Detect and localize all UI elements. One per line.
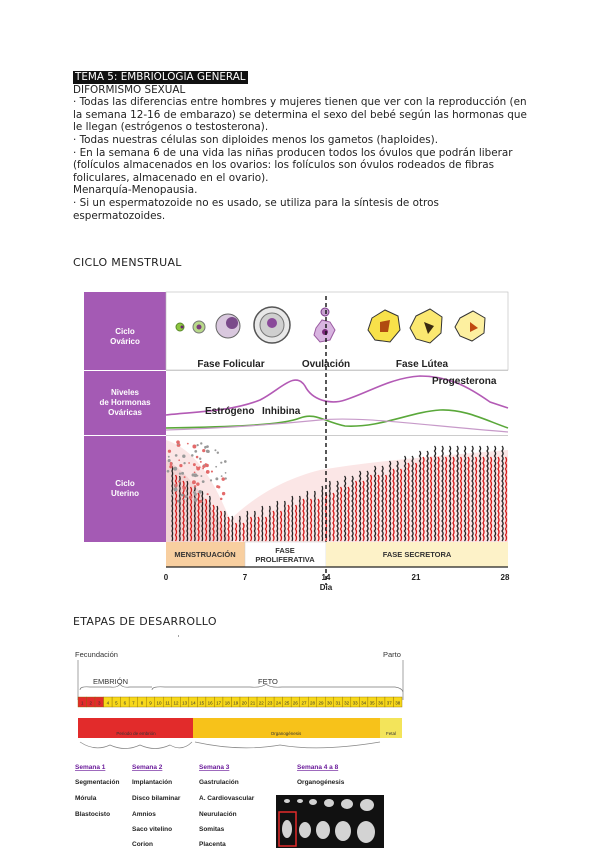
week-label: 27: [301, 700, 307, 706]
col2-item-2: Disco bilaminar: [132, 795, 181, 802]
week-label: 4: [106, 700, 110, 706]
label-proliferative-2: PROLIFERATIVA: [255, 555, 315, 564]
label-parto: Parto: [383, 650, 401, 659]
col3-head: Semana 3: [199, 764, 230, 771]
col1-item-2: Mórula: [75, 795, 97, 802]
week-label: 17: [216, 700, 222, 706]
label-hormones-2: de Hormonas: [99, 398, 151, 407]
col1-item-3: Blastocisto: [75, 811, 111, 818]
label-ovarian-1: Ciclo: [115, 327, 135, 336]
col4-head: Semana 4 a 8: [297, 764, 339, 771]
label-secretory: FASE SECRETORA: [382, 550, 452, 559]
week-label: 24: [275, 700, 281, 706]
week-label: 16: [207, 700, 213, 706]
period-strip: [78, 718, 402, 738]
week-label: 26: [292, 700, 298, 706]
week-strip: [78, 697, 402, 707]
week-label: 19: [233, 700, 239, 706]
week-label: 28: [309, 700, 315, 706]
day-tick-7: 7: [242, 573, 248, 582]
col2-item-1: Implantación: [132, 779, 173, 786]
week-label: 12: [173, 700, 179, 706]
col2-head: Semana 2: [132, 764, 163, 771]
label-embrion: EMBRIÓN: [93, 677, 129, 686]
day-tick-21: 21: [411, 573, 421, 582]
subtitle: DIFORMISMO SEXUAL: [73, 83, 186, 96]
embryo-photos: [276, 795, 384, 848]
col2-item-5: Corion: [132, 841, 153, 848]
week-label: 8: [140, 700, 144, 706]
phase-follicular: Fase Folicular: [197, 359, 265, 370]
section-heading-stages: ETAPAS DE DESARROLLO: [73, 615, 217, 628]
week-label: 13: [182, 700, 188, 706]
week-label: 7: [132, 700, 135, 706]
label-proliferative-1: FASE: [275, 546, 295, 555]
period-organogenesis: Organogénesis: [270, 731, 302, 736]
paragraph-4: Menarquía-Menopausia.: [73, 184, 198, 197]
hormone-inhibin: Inhibina: [262, 406, 301, 417]
week-label: 35: [369, 700, 375, 706]
week-label: 20: [241, 700, 247, 706]
paragraph-3: · En la semana 6 de una vida las niñas producen todos los óvulos que podrán liberar (folículos almacenados en los ovarios: los folículos son óvulos rodeados de fibras foliculares, almacenado en el ovario).: [73, 146, 513, 184]
week-label: 5: [115, 700, 118, 706]
week-label: 34: [361, 700, 367, 706]
label-menstruation: MENSTRUACIÓN: [174, 550, 236, 559]
page-title: TEMA 5: EMBRIOLOGIA GENERAL: [75, 71, 246, 83]
hormone-estrogen: Estrógeno: [205, 406, 255, 417]
label-feto: FETO: [258, 677, 278, 686]
period-fetal: Fetal: [385, 731, 397, 736]
week-label: 6: [123, 700, 127, 706]
week-label: 14: [190, 700, 196, 706]
week-label: 38: [395, 700, 401, 706]
paragraph-1: · Todas las diferencias entre hombres y mujeres tienen que ver con la reproducción (en la semana 12-16 de embarazo) se determina el sexo del bebé según las hormonas que le llegan (estrógenos o testosterona).: [73, 96, 527, 134]
label-uterine-2: Uterino: [111, 489, 139, 498]
day-tick-0: 0: [163, 573, 169, 582]
col3-item-4: Somitas: [199, 826, 225, 833]
week-label: 37: [386, 700, 392, 706]
label-hormones-3: Ováricas: [108, 408, 142, 417]
label-hormones-1: Niveles: [110, 388, 140, 397]
week-label: 15: [199, 700, 205, 706]
week-label: 21: [250, 700, 256, 706]
week-label: 32: [344, 700, 350, 706]
hormone-progesterone: Progesterona: [432, 376, 497, 387]
week-label: 2: [89, 700, 93, 706]
col4-item-1: Organogénesis: [297, 779, 345, 786]
label-fecundacion: Fecundación: [75, 650, 118, 659]
week-label: 31: [335, 700, 341, 706]
week-label: 25: [284, 700, 290, 706]
paragraph-2: · Todas nuestras células son diploides menos los gametos (haploides).: [73, 133, 438, 146]
period-embryo: Periodo de embrión: [116, 731, 156, 736]
col1-item-1: Segmentación: [75, 779, 120, 786]
col3-item-5: Placenta: [199, 841, 226, 848]
label-uterine-1: Ciclo: [115, 479, 135, 488]
week-label: 11: [165, 700, 170, 706]
col2-item-4: Saco vitelino: [132, 826, 173, 833]
phase-luteal: Fase Lútea: [395, 359, 449, 370]
week-label: 22: [258, 700, 264, 706]
week-label: 23: [267, 700, 273, 706]
col3-item-3: Neurulación: [199, 811, 237, 818]
week-label: 18: [224, 700, 230, 706]
day-tick-28: 28: [500, 573, 510, 582]
col2-item-3: Amnios: [132, 811, 156, 818]
week-label: 9: [149, 700, 152, 706]
day-tick-14: 14: [321, 573, 331, 582]
day-axis-label: Día: [319, 583, 333, 592]
week-label: 33: [352, 700, 358, 706]
col1-head: Semana 1: [75, 764, 106, 771]
section-heading-cycle: CICLO MENSTRUAL: [73, 256, 182, 269]
week-label: 1: [81, 700, 84, 706]
label-ovarian-2: Ovárico: [110, 337, 140, 346]
col3-item-2: A. Cardiovascular: [199, 795, 255, 802]
phase-ovulation: Ovulación: [301, 359, 351, 370]
col3-item-1: Gastrulación: [199, 779, 239, 786]
week-label: 3: [98, 700, 101, 706]
week-label: 30: [327, 700, 333, 706]
paragraph-5: · Si un espermatozoide no es usado, se utiliza para la síntesis de otros espermatozoides.: [73, 196, 439, 222]
week-label: 29: [318, 700, 324, 706]
week-label: 36: [378, 700, 384, 706]
week-label: 10: [156, 700, 162, 706]
